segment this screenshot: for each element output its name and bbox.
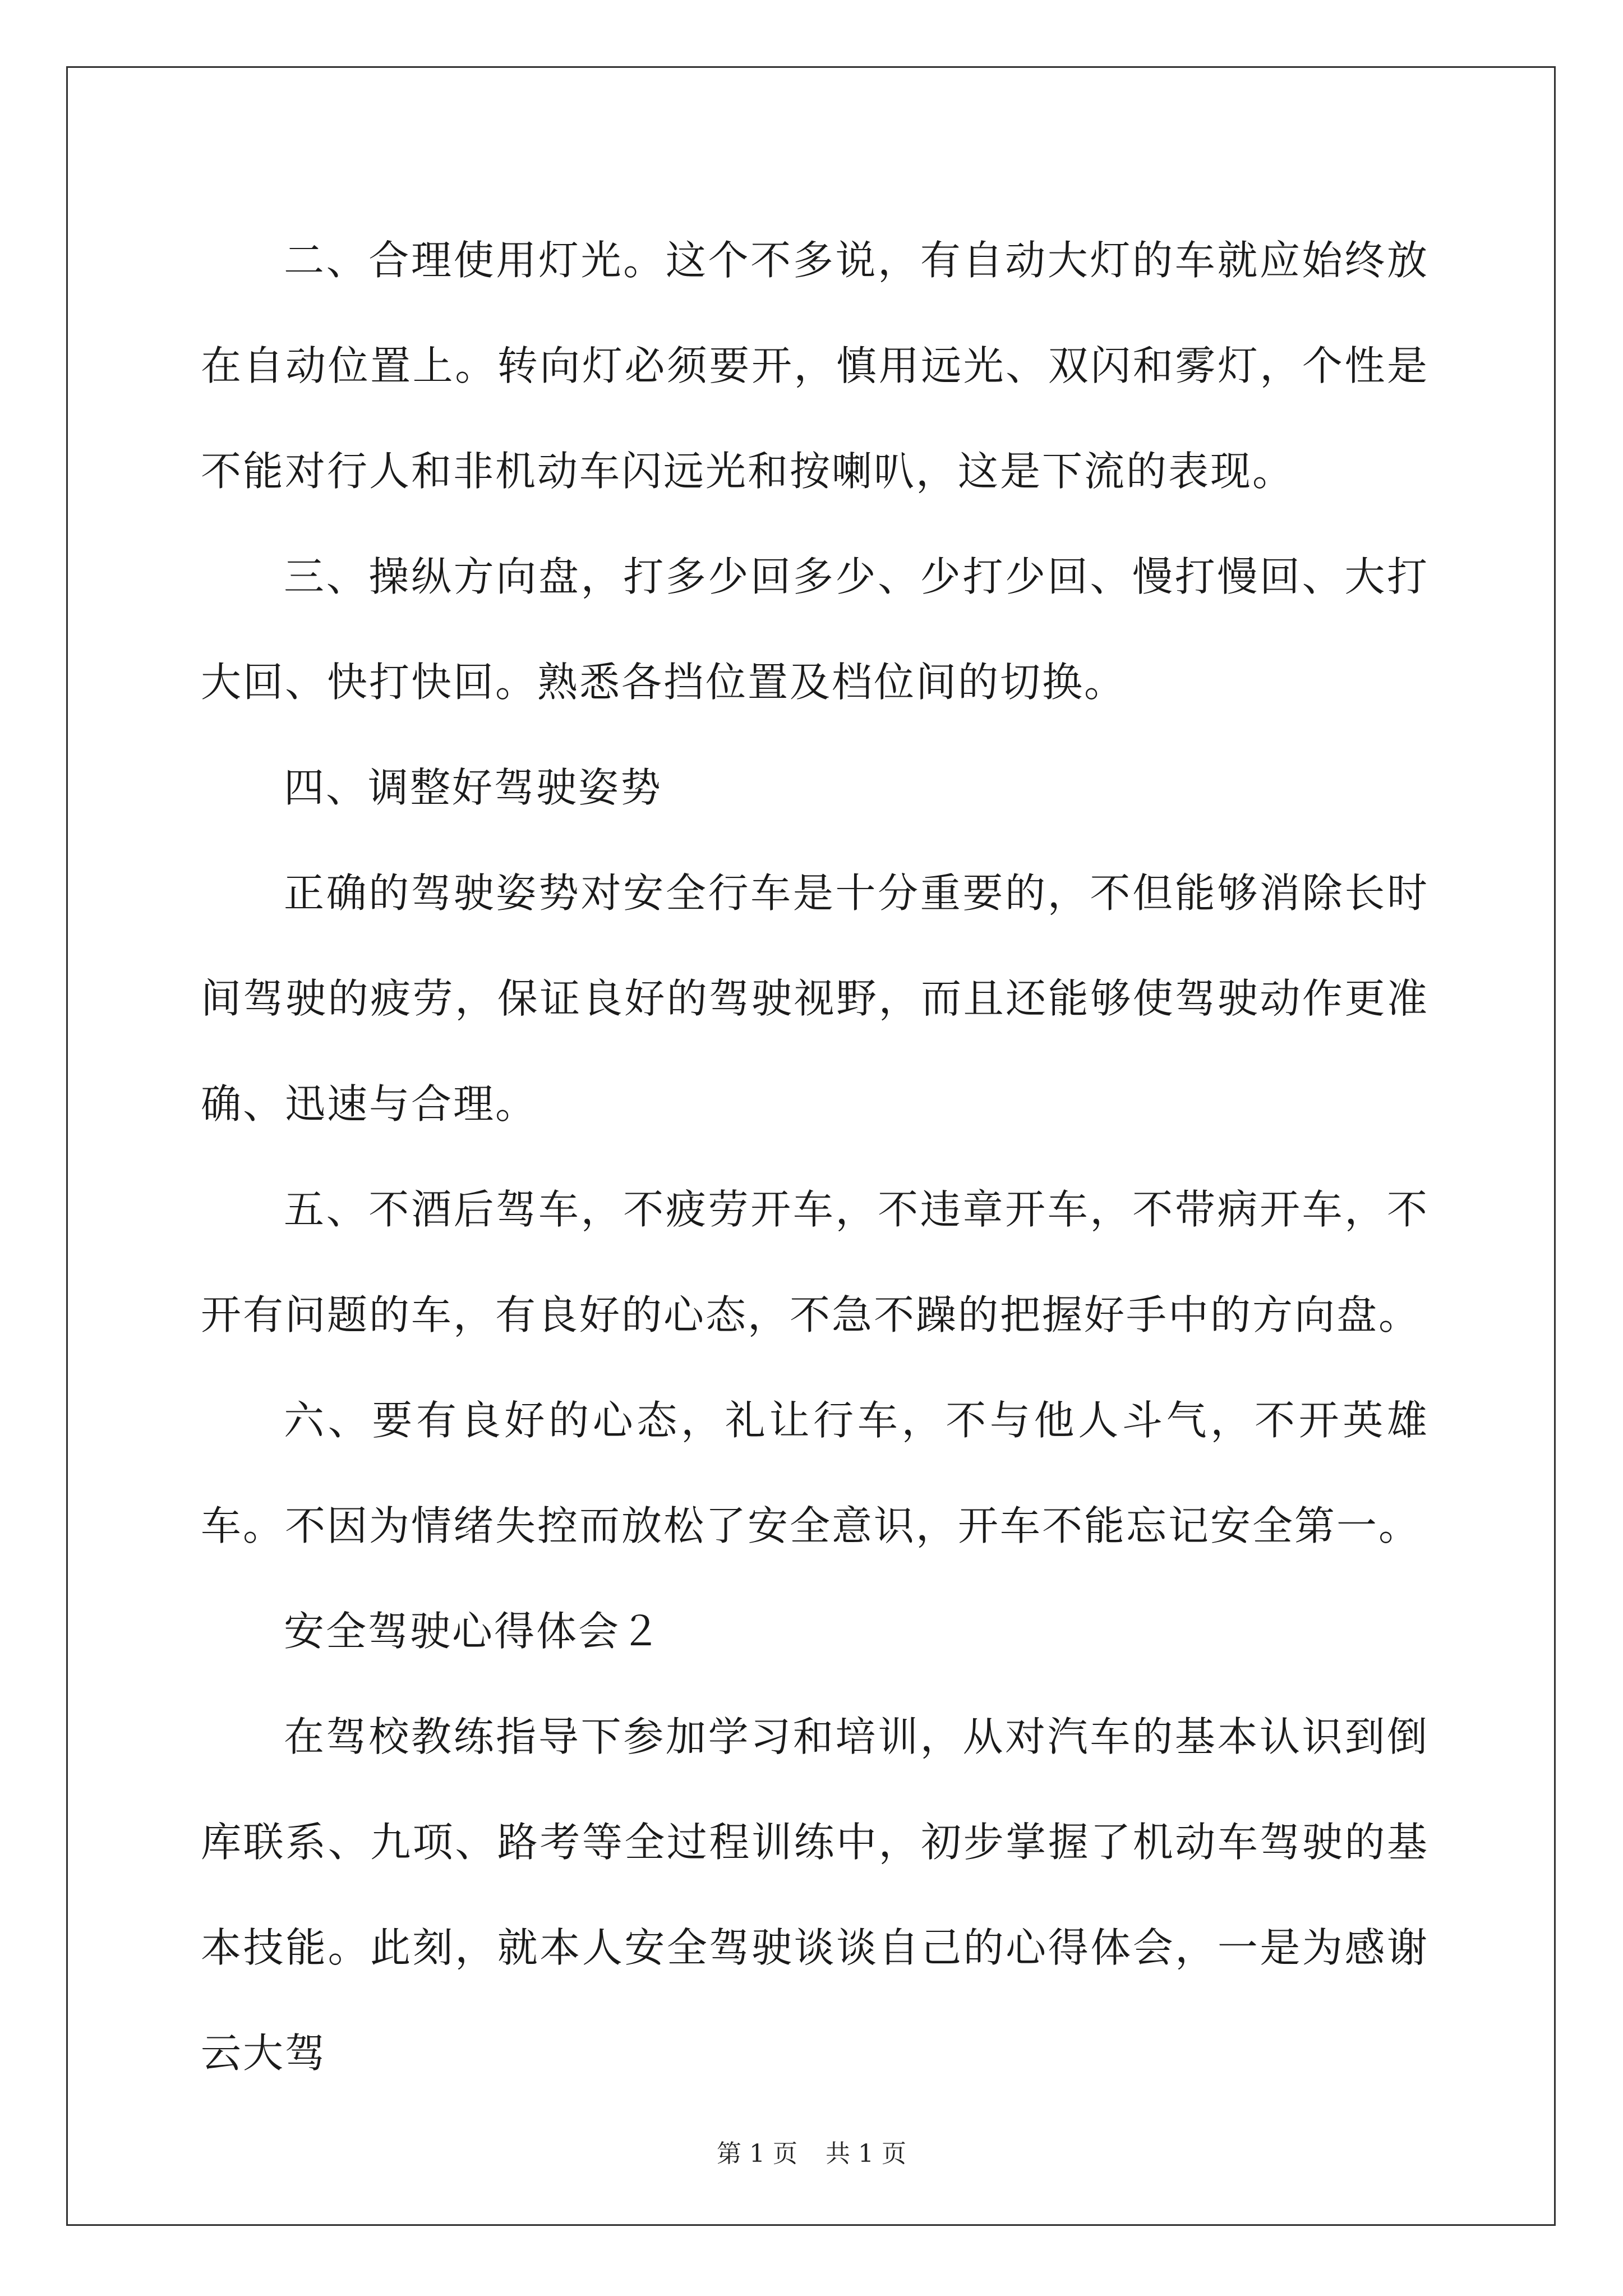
- paragraph-steering: 三、操纵方向盘，打多少回多少、少打少回、慢打慢回、大打大回、快打快回。熟悉各挡位置及档位间的切换。: [201, 553, 1429, 706]
- paragraph-no-drunk-driving: 五、不酒后驾车，不疲劳开车，不违章开车，不带病开车，不开有问题的车，有良好的心态，不急不躁的把握好手中的方向盘。: [201, 1186, 1429, 1338]
- section-title: 安全驾驶心得体会２: [284, 1608, 663, 1655]
- paragraph-attitude: 六、要有良好的心态，礼让行车，不与他人斗气，不开英雄车。不因为情绪失控而放松了安全意识，开车不能忘记安全第一。: [201, 1397, 1429, 1549]
- paragraph-posture-heading: 四、调整好驾驶姿势: [284, 764, 663, 811]
- paragraph-driving-school: 在驾校教练指导下参加学习和培训，从对汽车的基本认识到倒库联系、九项、路考等全过程训练中，初步掌握了机动车驾驶的基本技能。此刻，就本人安全驾驶谈谈自己的心得体会，一是为感谢云大驾: [201, 1713, 1429, 2077]
- paragraph-posture: 正确的驾驶姿势对安全行车是十分重要的，不但能够消除长时间驾驶的疲劳，保证良好的驾驶视野，而且还能够使驾驶动作更准确、迅速与合理。: [201, 869, 1429, 1128]
- page-number-current: 第 1 页: [717, 2139, 797, 2168]
- paragraph-lighting: 二、合理使用灯光。这个不多说，有自动大灯的车就应始终放在自动位置上。转向灯必须要开，慎用远光、双闪和雾灯，个性是不能对行人和非机动车闪远光和按喇叭，这是下流的表现。: [201, 237, 1429, 495]
- document-body: [201, 208, 1429, 2106]
- page-footer: [0, 2137, 1623, 2171]
- page-number-total: 共 1 页: [826, 2139, 906, 2168]
